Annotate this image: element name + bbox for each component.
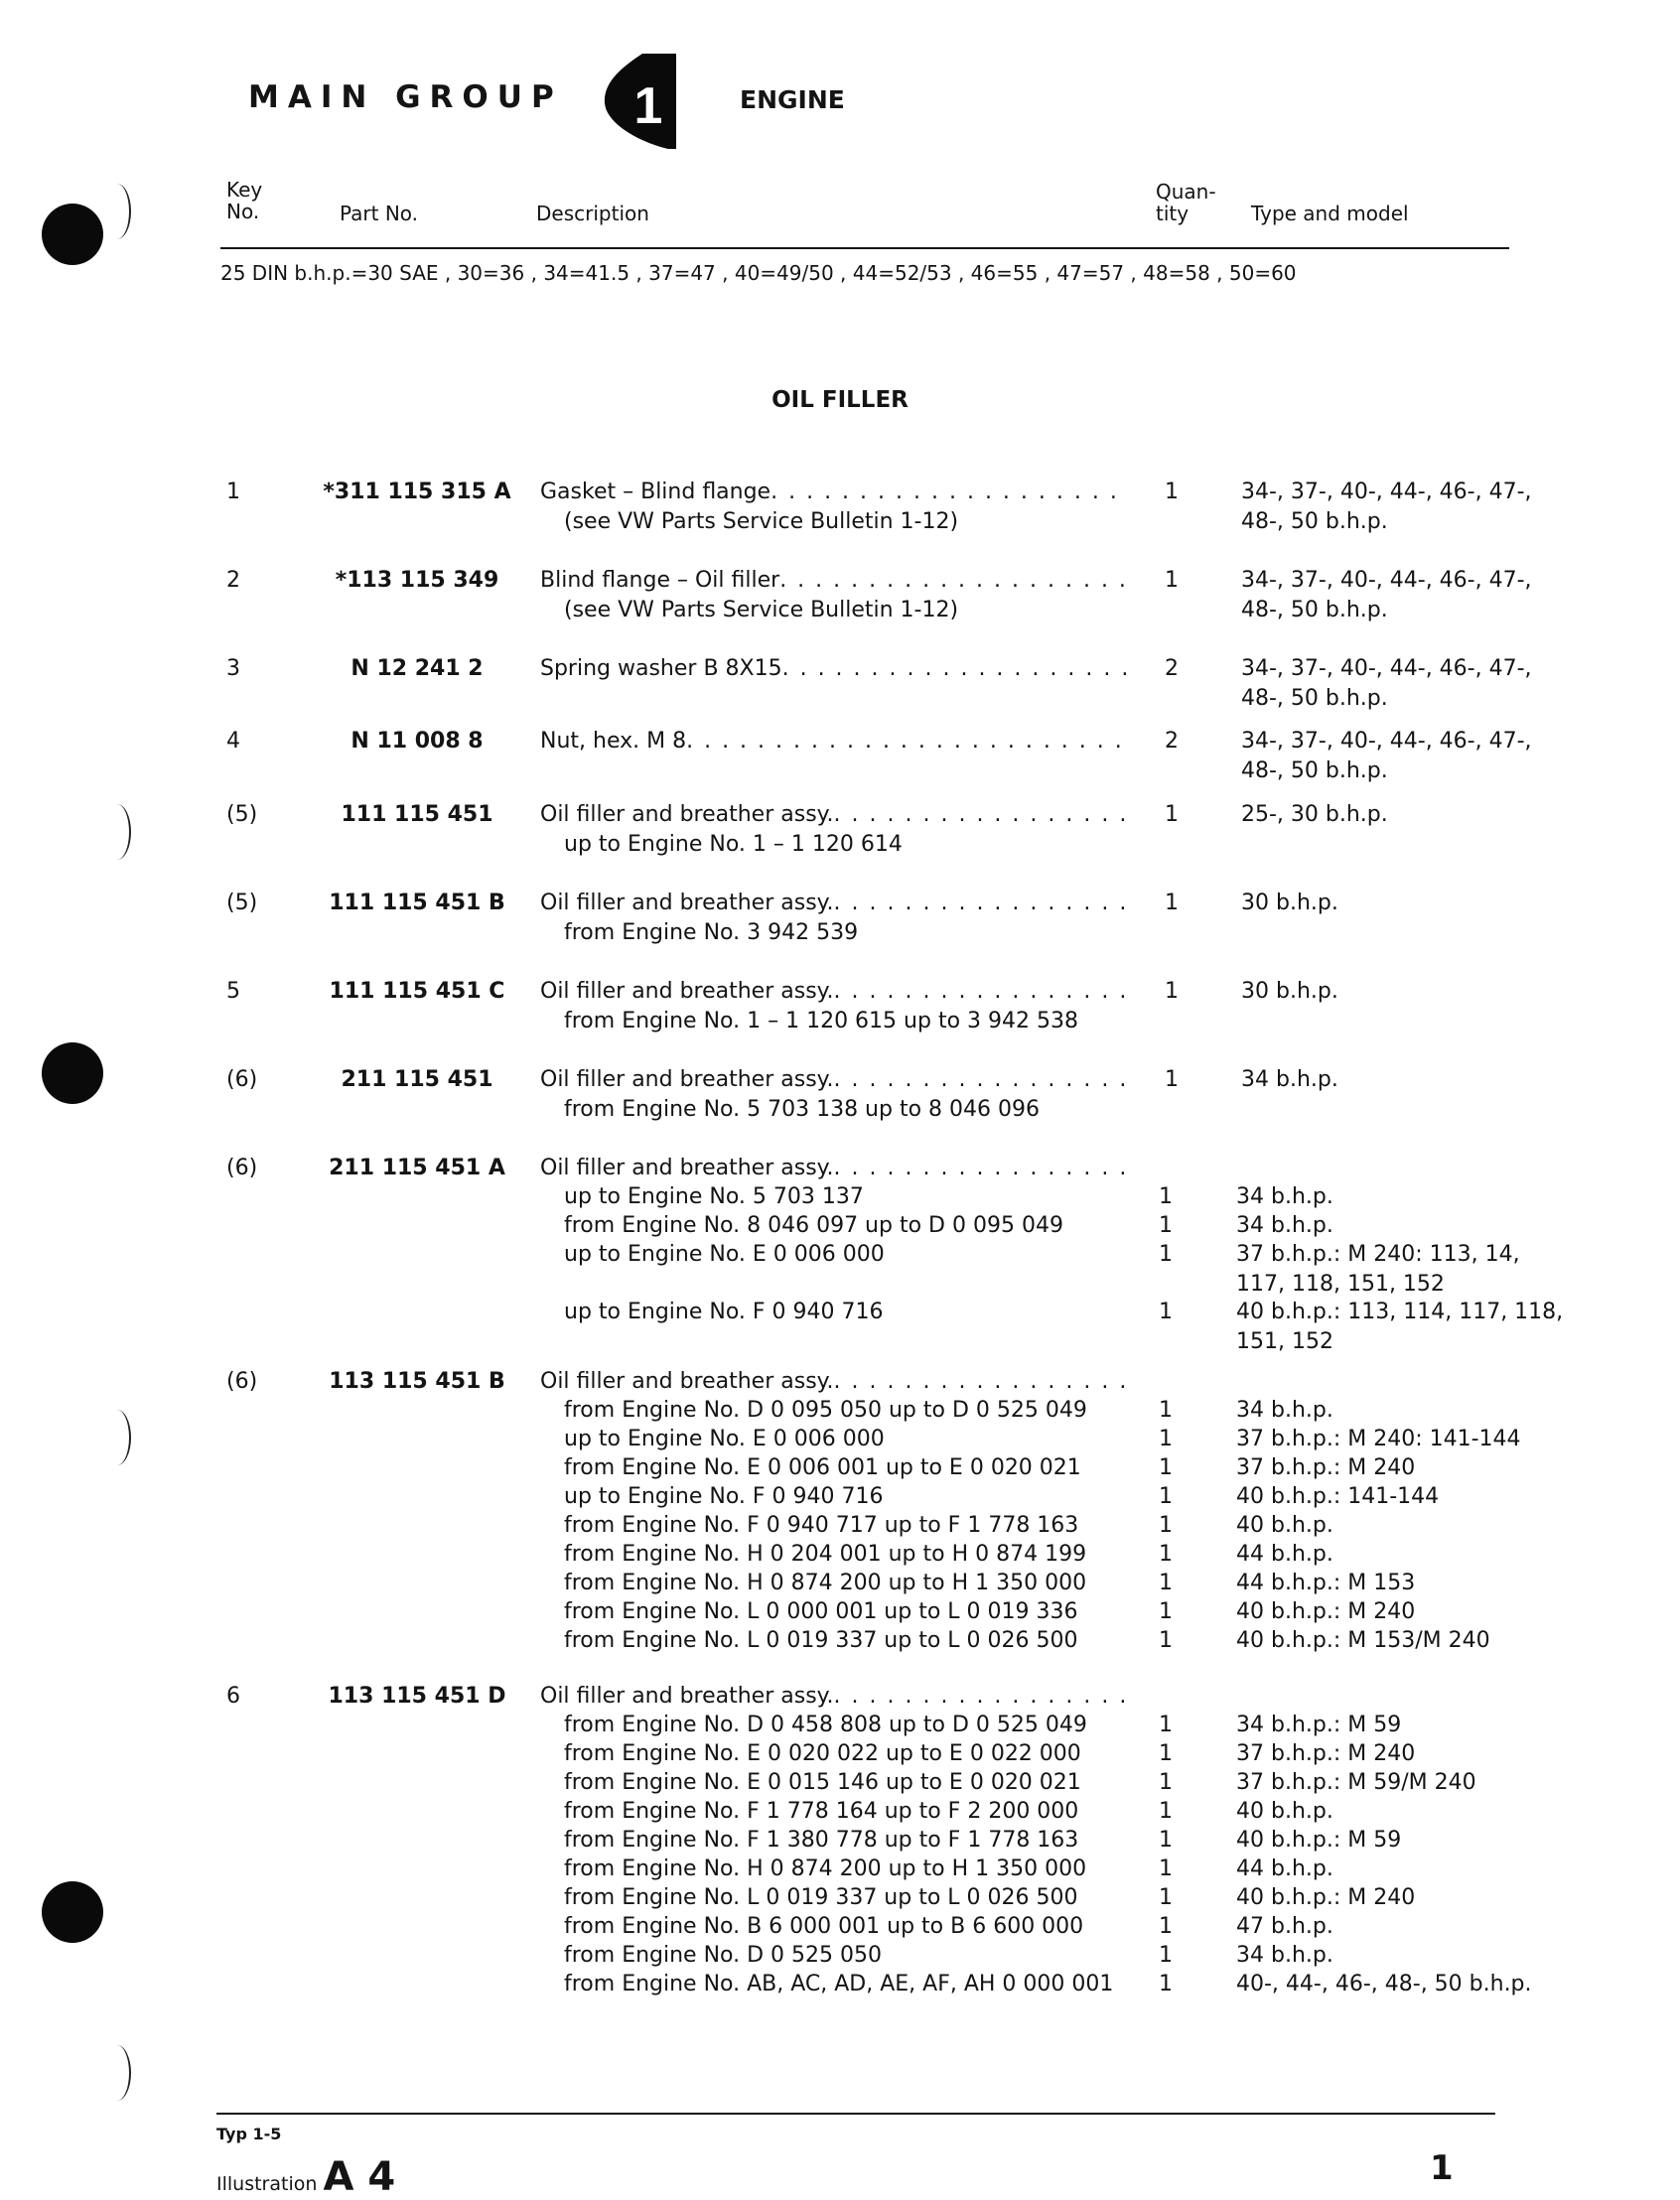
- leader-dots: [834, 800, 1126, 830]
- key-number: (6): [226, 1369, 258, 1394]
- engine-range: from Engine No. AB, AC, AD, AE, AF, AH 0 000 001: [564, 1972, 1114, 1996]
- description-note: from Engine No. 5 703 138 up to 8 046 096: [564, 1097, 1041, 1122]
- key-number: (6): [226, 1156, 258, 1180]
- description-note: from Engine No. 1 – 1 120 615 up to 3 942 538: [564, 1009, 1078, 1033]
- engine-range: from Engine No. B 6 000 001 up to B 6 600 000: [564, 1914, 1084, 1939]
- description-text: Oil filler and breather assy.: [540, 802, 834, 827]
- description: [540, 478, 1126, 537]
- quantity: 1: [1159, 1398, 1173, 1423]
- key-number: 2: [226, 568, 240, 593]
- description-text: Oil filler and breather assy.: [540, 1369, 834, 1394]
- din-conversion-line: 25 DIN b.h.p.=30 SAE , 30=36 , 34=41.5 , 37=47 , 40=49/50 , 44=52/53 , 46=55 , 47=57 , 48=58 , 50=60: [220, 261, 1297, 285]
- leader-dots: [686, 727, 1126, 756]
- type-model: 34 b.h.p.: [1236, 1398, 1333, 1423]
- engine-range: from Engine No. L 0 000 001 up to L 0 019 336: [564, 1599, 1078, 1624]
- type-model: 30 b.h.p.: [1241, 979, 1338, 1004]
- part-number: 111 115 451 B: [329, 891, 505, 915]
- part-number: 211 115 451 A: [329, 1156, 505, 1180]
- type-model: 37 b.h.p.: M 240: 141-144: [1236, 1427, 1521, 1451]
- leader-dots: [834, 889, 1126, 918]
- type-model: 34-, 37-, 40-, 44-, 46-, 47-, 48-, 50 b.h.p.: [1241, 568, 1532, 622]
- engine-range: up to Engine No. F 0 940 716: [564, 1300, 884, 1324]
- part-number: *113 115 349: [335, 568, 499, 593]
- key-number: (6): [226, 1067, 258, 1092]
- page-number: 1: [1430, 2148, 1454, 2188]
- quantity: 1: [1159, 1713, 1173, 1737]
- quantity: 1: [1159, 1828, 1173, 1853]
- description: [540, 1154, 1126, 1183]
- engine-range: up to Engine No. 5 703 137: [564, 1184, 864, 1209]
- quantity: 1: [1159, 1484, 1173, 1509]
- type-model: 30 b.h.p.: [1241, 891, 1338, 915]
- engine-range: from Engine No. H 0 204 001 up to H 0 874 199: [564, 1542, 1087, 1567]
- description-note: from Engine No. 3 942 539: [564, 920, 859, 945]
- quantity: 1: [1165, 979, 1179, 1004]
- quantity: 1: [1165, 1067, 1179, 1092]
- description-note: (see VW Parts Service Bulletin 1-12): [564, 509, 959, 534]
- quantity: 1: [1159, 1184, 1173, 1209]
- quantity: 1: [1165, 802, 1179, 827]
- binding-mark: [103, 804, 131, 860]
- type-model: 37 b.h.p.: M 59/M 240: [1236, 1770, 1476, 1795]
- type-model: 40-, 44-, 46-, 48-, 50 b.h.p.: [1236, 1972, 1532, 1996]
- main-group-title: MAIN GROUP: [248, 79, 563, 115]
- engine-range: from Engine No. H 0 874 200 up to H 1 350 000: [564, 1856, 1087, 1881]
- engine-range: from Engine No. H 0 874 200 up to H 1 350 000: [564, 1571, 1087, 1595]
- quantity: 1: [1159, 1542, 1173, 1567]
- header-rule: [220, 247, 1509, 249]
- leader-dots: [782, 654, 1126, 684]
- leader-dots: [834, 1154, 1126, 1183]
- type-model: 40 b.h.p.: [1236, 1513, 1333, 1538]
- description-note: (see VW Parts Service Bulletin 1-12): [564, 598, 959, 622]
- type-model: 34 b.h.p.: [1241, 1067, 1338, 1092]
- engine-range: from Engine No. F 0 940 717 up to F 1 778 163: [564, 1513, 1079, 1538]
- quantity: 1: [1159, 1513, 1173, 1538]
- part-number: 113 115 451 D: [328, 1684, 506, 1709]
- type-model: 44 b.h.p.: M 153: [1236, 1571, 1416, 1595]
- engine-range: up to Engine No. E 0 006 000: [564, 1427, 885, 1451]
- quantity: 1: [1159, 1799, 1173, 1824]
- type-model: 34 b.h.p.: M 59: [1236, 1713, 1402, 1737]
- quantity: 1: [1159, 1885, 1173, 1910]
- description: [540, 800, 1126, 860]
- quantity: 1: [1159, 1571, 1173, 1595]
- description: [540, 654, 1126, 684]
- quantity: 1: [1159, 1741, 1173, 1766]
- description: [540, 977, 1126, 1036]
- key-number: 4: [226, 729, 240, 754]
- type-model: 34 b.h.p.: [1236, 1943, 1333, 1968]
- quantity: 1: [1159, 1770, 1173, 1795]
- type-model: 40 b.h.p.: M 240: [1236, 1599, 1416, 1624]
- punch-hole: [42, 204, 103, 265]
- engine-range: from Engine No. E 0 020 022 up to E 0 022 000: [564, 1741, 1081, 1766]
- type-model: 37 b.h.p.: M 240: [1236, 1455, 1416, 1480]
- part-number: *311 115 315 A: [323, 480, 511, 504]
- part-number: N 12 241 2: [350, 656, 484, 681]
- type-model: 44 b.h.p.: [1236, 1856, 1333, 1881]
- leader-dots: [779, 566, 1126, 596]
- col-type-header: Type and model: [1251, 202, 1409, 225]
- description-text: Blind flange – Oil filler: [540, 568, 780, 593]
- type-model: 34-, 37-, 40-, 44-, 46-, 47-, 48-, 50 b.h.p.: [1241, 729, 1532, 783]
- quantity: 1: [1165, 568, 1179, 593]
- part-number: 113 115 451 B: [329, 1369, 505, 1394]
- quantity: 1: [1165, 891, 1179, 915]
- part-number: 111 115 451 C: [329, 979, 505, 1004]
- footer-type-label: Typ 1-5: [216, 2125, 282, 2143]
- leader-dots: [834, 977, 1126, 1007]
- group-title: OIL FILLER: [771, 387, 909, 413]
- description-text: Oil filler and breather assy.: [540, 891, 834, 915]
- description-text: Oil filler and breather assy.: [540, 1156, 834, 1180]
- engine-range: from Engine No. D 0 458 808 up to D 0 525 049: [564, 1713, 1087, 1737]
- engine-range: from Engine No. E 0 006 001 up to E 0 020 021: [564, 1455, 1081, 1480]
- col-key-header: Key No.: [226, 178, 263, 223]
- group-number: 1: [633, 77, 663, 135]
- type-model: 40 b.h.p.: [1236, 1799, 1333, 1824]
- type-model: 40 b.h.p.: 113, 114, 117, 118, 151, 152: [1236, 1300, 1564, 1354]
- part-number: 111 115 451: [341, 802, 493, 827]
- section-name: ENGINE: [740, 85, 845, 114]
- engine-range: from Engine No. F 1 380 778 up to F 1 778 163: [564, 1828, 1079, 1853]
- leader-dots: [834, 1065, 1126, 1095]
- leader-dots: [770, 478, 1126, 507]
- group-number-badge: [603, 52, 678, 151]
- engine-range: up to Engine No. F 0 940 716: [564, 1484, 884, 1509]
- illustration-code: A 4: [323, 2154, 396, 2200]
- binding-mark: [103, 2045, 131, 2101]
- description-text: Oil filler and breather assy.: [540, 1684, 834, 1709]
- type-model: 34 b.h.p.: [1236, 1184, 1333, 1209]
- binding-mark: [103, 1410, 131, 1465]
- quantity: 1: [1159, 1455, 1173, 1480]
- engine-range: up to Engine No. E 0 006 000: [564, 1242, 885, 1267]
- type-model: 47 b.h.p.: [1236, 1914, 1333, 1939]
- col-part-header: Part No.: [340, 202, 419, 225]
- key-number: (5): [226, 802, 258, 827]
- engine-range: from Engine No. L 0 019 337 up to L 0 026 500: [564, 1885, 1078, 1910]
- col-qty-header: Quan- tity: [1156, 180, 1216, 225]
- type-model: 34-, 37-, 40-, 44-, 46-, 47-, 48-, 50 b.h.p.: [1241, 480, 1532, 534]
- type-model: 40 b.h.p.: M 240: [1236, 1885, 1416, 1910]
- part-number: N 11 008 8: [350, 729, 484, 754]
- engine-range: from Engine No. E 0 015 146 up to E 0 020 021: [564, 1770, 1081, 1795]
- quantity: 2: [1165, 656, 1179, 681]
- description: [540, 1065, 1126, 1125]
- description: [540, 889, 1126, 948]
- description: [540, 1367, 1126, 1397]
- description-note: up to Engine No. 1 – 1 120 614: [564, 832, 903, 857]
- description: [540, 566, 1126, 625]
- key-number: 5: [226, 979, 240, 1004]
- key-number: 1: [226, 480, 240, 504]
- engine-range: from Engine No. F 1 778 164 up to F 2 200 000: [564, 1799, 1079, 1824]
- quantity: 1: [1159, 1856, 1173, 1881]
- type-model: 25-, 30 b.h.p.: [1241, 802, 1388, 827]
- part-number: 211 115 451: [341, 1067, 493, 1092]
- description-text: Gasket – Blind flange: [540, 480, 771, 504]
- footer-rule: [216, 2113, 1495, 2115]
- punch-hole: [42, 1881, 103, 1943]
- key-number: (5): [226, 891, 258, 915]
- quantity: 1: [1159, 1972, 1173, 1996]
- description: [540, 727, 1126, 756]
- description: [540, 1682, 1126, 1712]
- leader-dots: [834, 1367, 1126, 1397]
- quantity: 1: [1159, 1427, 1173, 1451]
- col-desc-header: Description: [536, 202, 649, 225]
- quantity: 1: [1159, 1300, 1173, 1324]
- type-model: 37 b.h.p.: M 240: [1236, 1741, 1416, 1766]
- type-model: 40 b.h.p.: M 59: [1236, 1828, 1402, 1853]
- key-number: 6: [226, 1684, 240, 1709]
- group-badge-shape: [603, 52, 678, 151]
- description-text: Spring washer B 8X15: [540, 656, 782, 681]
- engine-range: from Engine No. L 0 019 337 up to L 0 026 500: [564, 1628, 1078, 1653]
- type-model: 40 b.h.p.: 141-144: [1236, 1484, 1440, 1509]
- quantity: 2: [1165, 729, 1179, 754]
- engine-range: from Engine No. 8 046 097 up to D 0 095 049: [564, 1213, 1063, 1238]
- footer-illustration: [216, 2154, 395, 2200]
- type-model: 44 b.h.p.: [1236, 1542, 1333, 1567]
- engine-range: from Engine No. D 0 095 050 up to D 0 525 049: [564, 1398, 1087, 1423]
- type-model: 40 b.h.p.: M 153/M 240: [1236, 1628, 1490, 1653]
- engine-range: from Engine No. D 0 525 050: [564, 1943, 882, 1968]
- type-model: 34 b.h.p.: [1236, 1213, 1333, 1238]
- illustration-label: Illustration: [216, 2173, 318, 2195]
- description-text: Oil filler and breather assy.: [540, 1067, 834, 1092]
- binding-mark: [103, 184, 131, 239]
- description-text: Oil filler and breather assy.: [540, 979, 834, 1004]
- type-model: 34-, 37-, 40-, 44-, 46-, 47-, 48-, 50 b.h.p.: [1241, 656, 1532, 711]
- quantity: 1: [1159, 1599, 1173, 1624]
- punch-hole: [42, 1042, 103, 1104]
- type-model: 37 b.h.p.: M 240: 113, 14, 117, 118, 151, 152: [1236, 1242, 1520, 1297]
- description-text: Nut, hex. M 8: [540, 729, 687, 754]
- leader-dots: [834, 1682, 1126, 1712]
- quantity: 1: [1159, 1213, 1173, 1238]
- quantity: 1: [1165, 480, 1179, 504]
- quantity: 1: [1159, 1242, 1173, 1267]
- quantity: 1: [1159, 1943, 1173, 1968]
- key-number: 3: [226, 656, 240, 681]
- quantity: 1: [1159, 1628, 1173, 1653]
- quantity: 1: [1159, 1914, 1173, 1939]
